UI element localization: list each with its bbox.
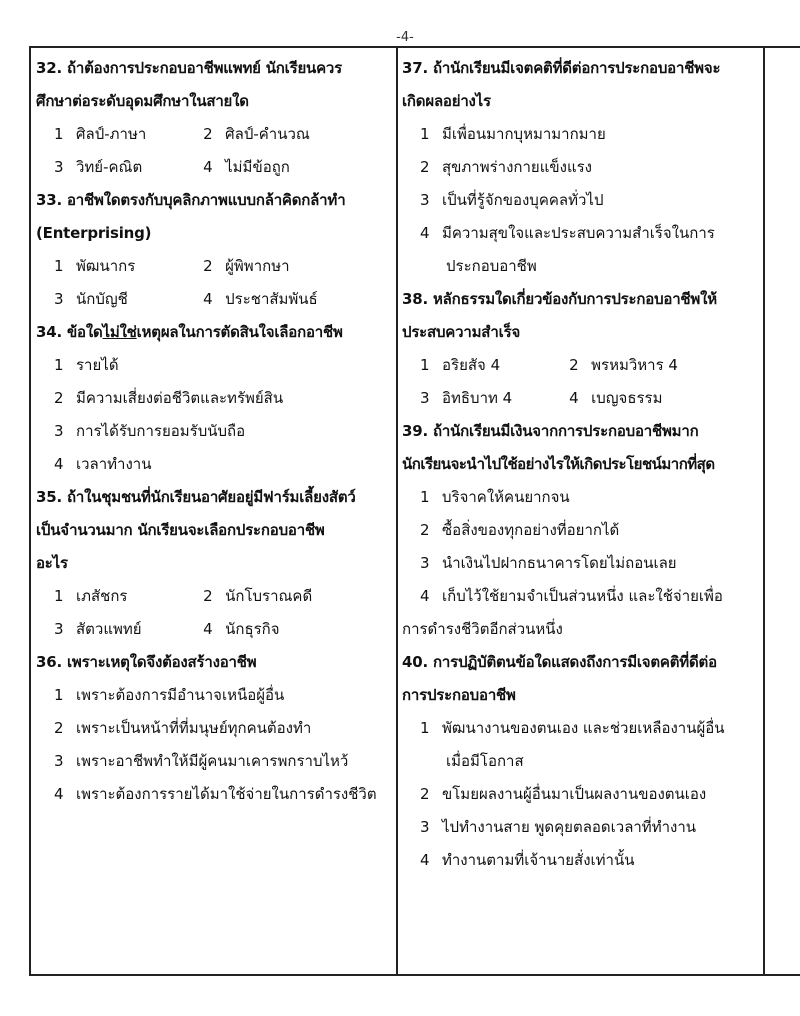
question-36-option-3 (36, 745, 392, 778)
option-text: มีความสุขใจและประสบความสำเร็จในการ (442, 224, 715, 242)
question-36-option-4 (36, 778, 392, 811)
option-text: เก็บไว้ใช้ยามจำเป็นส่วนหนึ่ง และใช้จ่ายเพื่อ (442, 587, 723, 605)
question-36-option-2 (36, 712, 392, 745)
question-37-line1: 37. ถ้านักเรียนมีเจตคติที่ดีต่อการประกอบอาชีพจะ (402, 59, 721, 77)
question-38-line1: 38. หลักธรรมใดเกี่ยวข้องกับการประกอบอาชีพให้ (402, 290, 717, 308)
option-text: เพราะต้องการรายได้มาใช้จ่ายในการดำรงชีวิต (76, 785, 377, 803)
option-text: ซื้อสิ่งของทุกอย่างที่อยากได้ (442, 521, 620, 539)
column-divider-right (763, 46, 765, 974)
question-35-options-row1 (36, 580, 392, 613)
question-37-option-4 (402, 217, 758, 250)
option-text: มีเพื่อนมากบุหมามากมาย (442, 125, 606, 143)
option-number: 3 (54, 290, 64, 308)
question-39-option-4-continued: การดำรงชีวิตอีกส่วนหนึ่ง (402, 620, 563, 638)
question-34-prefix: 34. ข้อใด (36, 323, 103, 341)
option-text: รายได้ (76, 356, 119, 374)
option-number: 1 (54, 257, 64, 275)
option-number: 1 (420, 125, 430, 143)
question-35-options-row2 (36, 613, 392, 646)
option-number: 3 (54, 158, 64, 176)
option-text: เพราะเป็นหน้าที่ที่มนุษย์ทุกคนต้องทำ (76, 719, 312, 737)
question-33-line1: 33. อาชีพใดตรงกับบุคลิกภาพแบบกล้าคิดกล้าทำ (36, 191, 346, 209)
option-number: 4 (420, 587, 430, 605)
option-number: 2 (54, 389, 64, 407)
question-34 (36, 316, 392, 349)
question-39-option-2 (402, 514, 758, 547)
question-32-line2: ศึกษาต่อระดับอุดมศึกษาในสายใด (36, 92, 249, 110)
option-text: นักบัญชี (76, 290, 128, 308)
question-39-line2: นักเรียนจะนำไปใช้อย่างไรให้เกิดประโยชน์มากที่สุด (402, 455, 715, 473)
question-38-options-row1 (402, 349, 758, 382)
option-text: มีความเสี่ยงต่อชีวิตและทรัพย์สิน (76, 389, 284, 407)
option-number: 1 (54, 587, 64, 605)
option-number: 2 (420, 785, 430, 803)
option-number: 2 (203, 257, 213, 275)
question-34-underlined: ไม่ใช่ (102, 323, 137, 341)
question-36: 36. เพราะเหตุใดจึงต้องสร้างอาชีพ (36, 653, 257, 671)
option-number: 2 (203, 125, 213, 143)
question-35-line3: อะไร (36, 554, 68, 572)
option-text: ผู้พิพากษา (225, 257, 290, 275)
column-divider-center (396, 46, 398, 974)
option-text: ขโมยผลงานผู้อื่นมาเป็นผลงานของตนเอง (442, 785, 707, 803)
question-40-option-2 (402, 778, 758, 811)
option-text: เพราะอาชีพทำให้มีผู้คนมาเคารพกราบไหว้ (76, 752, 349, 770)
question-40-option-1-continued: เมื่อมีโอกาส (446, 752, 524, 770)
option-text: สุขภาพร่างกายแข็งแรง (442, 158, 592, 176)
option-number: 3 (54, 620, 64, 638)
option-number: 3 (420, 554, 430, 572)
option-number: 3 (420, 389, 430, 407)
question-33-options-row2 (36, 283, 392, 316)
option-text: เป็นที่รู้จักของบุคคลทั่วไป (442, 191, 604, 209)
option-number: 1 (420, 356, 430, 374)
option-number: 2 (54, 719, 64, 737)
question-37-option-1 (402, 118, 758, 151)
question-32-line1: 32. ถ้าต้องการประกอบอาชีพแพทย์ นักเรียนควร (36, 59, 343, 77)
question-37-option-4-continued: ประกอบอาชีพ (446, 257, 537, 275)
option-text: พัฒนากร (76, 257, 136, 275)
question-39-option-1 (402, 481, 758, 514)
option-number: 1 (420, 488, 430, 506)
question-39-option-3 (402, 547, 758, 580)
question-32-options-row1 (36, 118, 392, 151)
question-40-line2: การประกอบอาชีพ (402, 686, 516, 704)
option-text: การได้รับการยอมรับนับถือ (76, 422, 246, 440)
question-37-line2: เกิดผลอย่างไร (402, 92, 491, 110)
question-32-options-row2 (36, 151, 392, 184)
option-number: 4 (54, 455, 64, 473)
option-text: ศิลป์-ภาษา (76, 125, 147, 143)
left-column (36, 52, 392, 811)
option-text: สัตวแพทย์ (76, 620, 142, 638)
option-number: 4 (54, 785, 64, 803)
option-number: 2 (420, 158, 430, 176)
option-number: 4 (203, 620, 213, 638)
option-text: ประชาสัมพันธ์ (225, 290, 318, 308)
option-number: 4 (203, 290, 213, 308)
option-text: ไปทำงานสาย พูดคุยตลอดเวลาที่ทำงาน (442, 818, 697, 836)
option-number: 1 (420, 719, 430, 737)
option-text: อิทธิบาท 4 (442, 389, 513, 407)
option-number: 4 (569, 389, 579, 407)
option-number: 3 (420, 818, 430, 836)
question-35-line2: เป็นจำนวนมาก นักเรียนจะเลือกประกอบอาชีพ (36, 521, 325, 539)
option-number: 1 (54, 356, 64, 374)
option-number: 2 (569, 356, 579, 374)
option-text: เภสัชกร (76, 587, 128, 605)
question-34-option-1 (36, 349, 392, 382)
question-33-line2: (Enterprising) (36, 224, 152, 242)
right-column (402, 52, 758, 877)
option-text: พัฒนางานของตนเอง และช่วยเหลืองานผู้อื่น (442, 719, 725, 737)
option-text: วิทย์-คณิต (76, 158, 143, 176)
question-34-option-4 (36, 448, 392, 481)
option-number: 4 (420, 224, 430, 242)
option-text: เพราะต้องการมีอำนาจเหนือผู้อื่น (76, 686, 285, 704)
option-text: ศิลป์-คำนวณ (225, 125, 310, 143)
option-text: ไม่มีข้อถูก (225, 158, 290, 176)
question-34-suffix: เหตุผลในการตัดสินใจเลือกอาชีพ (136, 323, 343, 341)
question-38-options-row2 (402, 382, 758, 415)
option-number: 3 (420, 191, 430, 209)
question-40-option-1 (402, 712, 758, 745)
question-40-option-3 (402, 811, 758, 844)
option-text: นักโบราณคดี (225, 587, 313, 605)
question-34-option-2 (36, 382, 392, 415)
question-39-option-4 (402, 580, 758, 613)
option-text: เบญจธรรม (591, 389, 663, 407)
option-number: 3 (54, 422, 64, 440)
question-36-option-1 (36, 679, 392, 712)
question-40-option-4 (402, 844, 758, 877)
question-35-line1: 35. ถ้าในชุมชนที่นักเรียนอาศัยอยู่มีฟาร์มเลี้ยงสัตว์ (36, 488, 356, 506)
page-number: -4- (396, 30, 414, 45)
option-number: 3 (54, 752, 64, 770)
option-number: 1 (54, 125, 64, 143)
option-number: 4 (203, 158, 213, 176)
question-33-options-row1 (36, 250, 392, 283)
option-text: เวลาทำงาน (76, 455, 152, 473)
option-text: บริจาคให้คนยากจน (442, 488, 570, 506)
option-text: ทำงานตามที่เจ้านายสั่งเท่านั้น (442, 851, 635, 869)
option-number: 4 (420, 851, 430, 869)
question-34-option-3 (36, 415, 392, 448)
option-number: 2 (203, 587, 213, 605)
question-40-line1: 40. การปฏิบัติตนข้อใดแสดงถึงการมีเจตคติที่ดีต่อ (402, 653, 717, 671)
option-text: พรหมวิหาร 4 (591, 356, 678, 374)
question-38-line2: ประสบความสำเร็จ (402, 323, 521, 341)
option-number: 2 (420, 521, 430, 539)
option-number: 1 (54, 686, 64, 704)
option-text: นำเงินไปฝากธนาคารโดยไม่ถอนเลย (442, 554, 677, 572)
option-text: นักธุรกิจ (225, 620, 280, 638)
question-37-option-2 (402, 151, 758, 184)
question-37-option-3 (402, 184, 758, 217)
question-39-line1: 39. ถ้านักเรียนมีเงินจากการประกอบอาชีพมาก (402, 422, 699, 440)
option-text: อริยสัจ 4 (442, 356, 501, 374)
